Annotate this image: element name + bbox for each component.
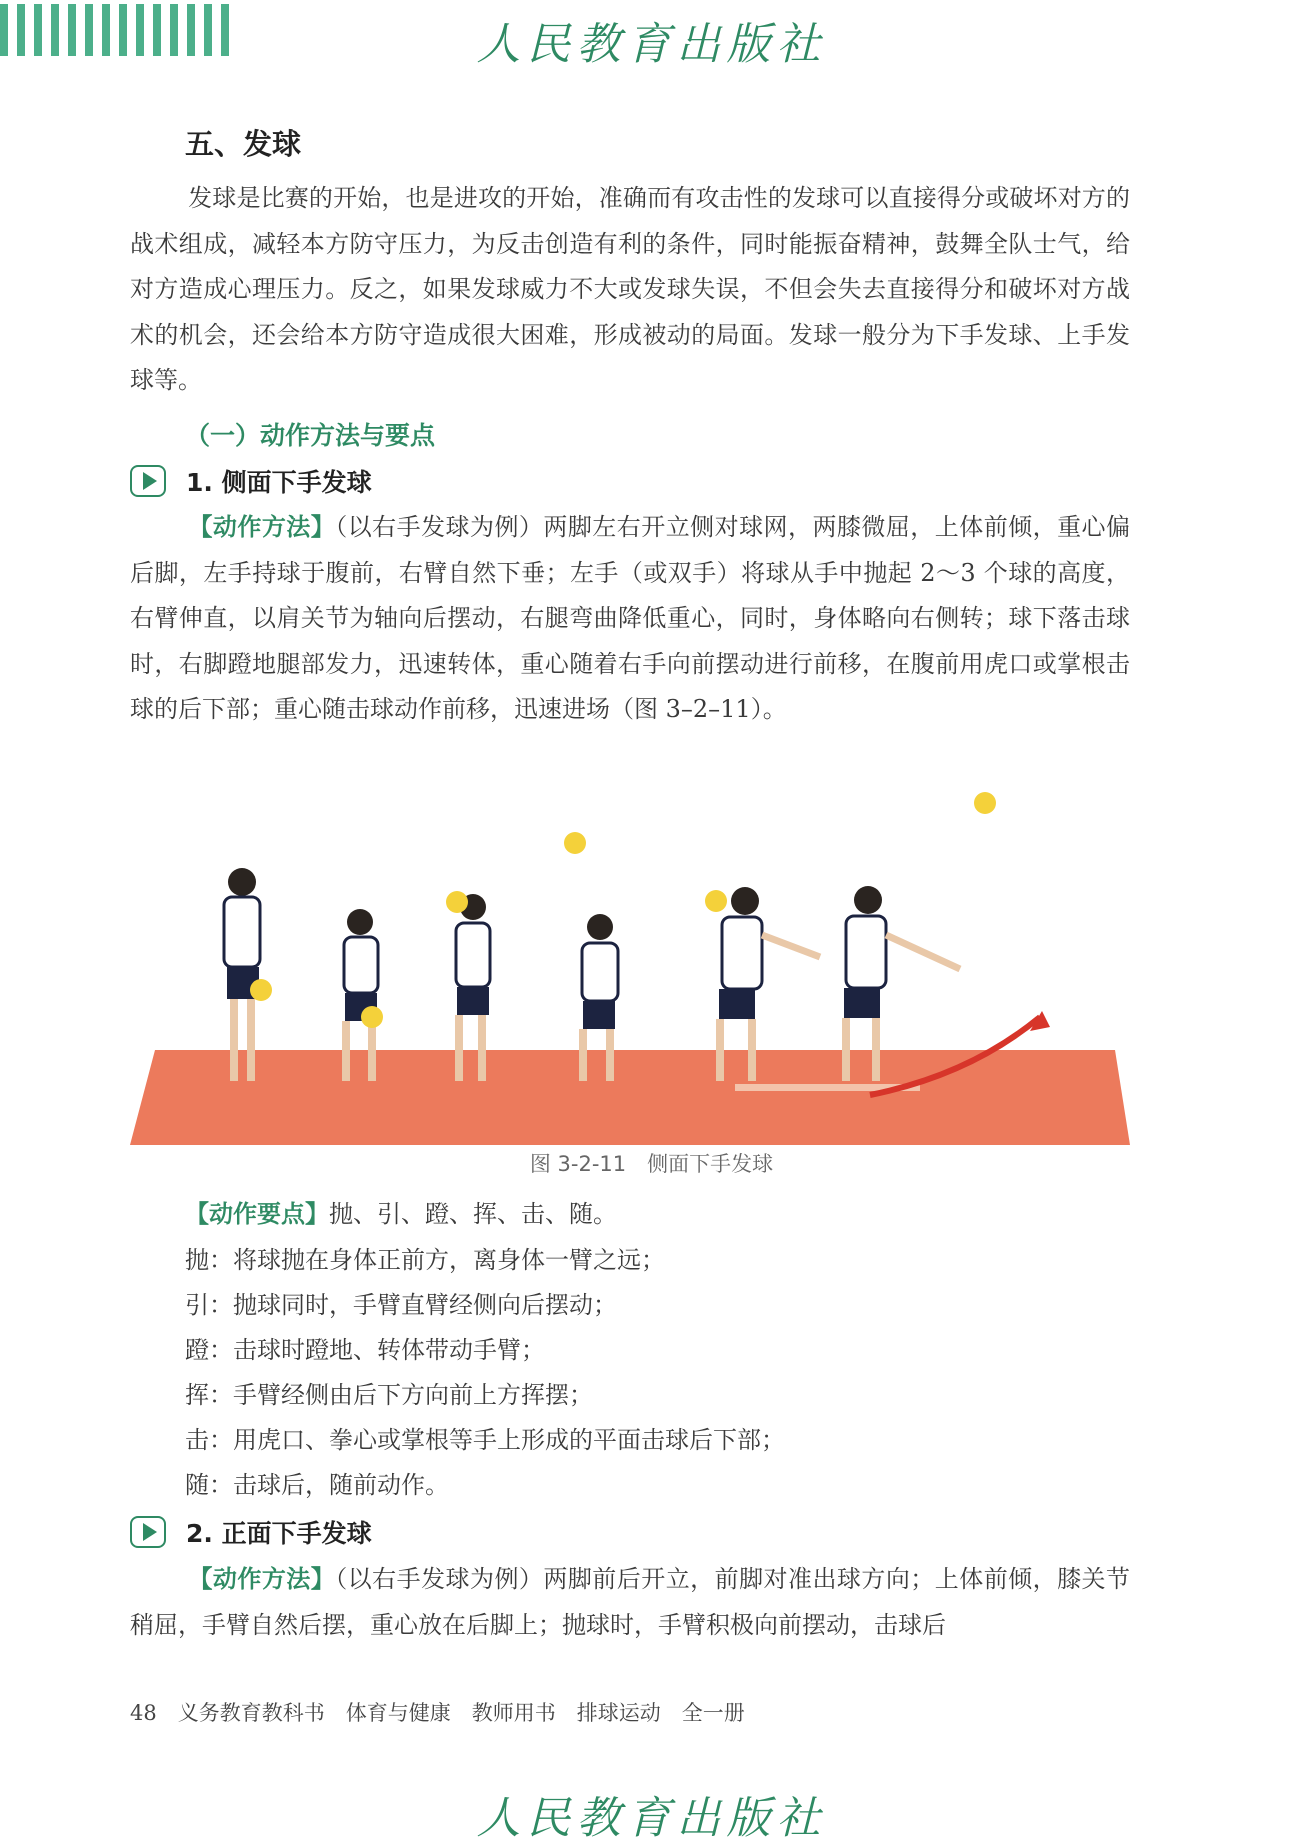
keypoint-line: 抛：将球抛在身体正前方，离身体一臂之远； xyxy=(185,1246,665,1274)
item2-method-text: （以右手发球为例）两脚前后开立，前脚对准出球方向；上体前倾，膝关节稍屈，手臂自然后摆，重心放在后脚上；抛球时，手臂积极向前摆动，击球后 xyxy=(130,1565,1131,1639)
player-frame-1 xyxy=(224,868,272,1081)
figure-caption: 图 3-2-11 侧面下手发球 xyxy=(529,1152,774,1176)
play-icon[interactable] xyxy=(130,465,166,497)
keypoint-line: 击：用虎口、拳心或掌根等手上形成的平面击球后下部； xyxy=(185,1426,785,1454)
intro-paragraph xyxy=(130,176,1130,404)
keypoints-summary: 抛、引、蹬、挥、击、随。 xyxy=(329,1200,617,1228)
item1-heading xyxy=(130,463,372,499)
publisher-logo-bottom: 人民教育出版社 xyxy=(476,1793,827,1844)
play-icon[interactable] xyxy=(130,1516,166,1548)
item1-method-text: （以右手发球为例）两脚左右开立侧对球网，两膝微屈，上体前倾，重心偏后脚，左手持球于腹前，右臂自然下垂；左手（或双手）将球从手中抛起 2～3 个球的高度，右臂伸直，以肩关节为轴向后摆动，右腿弯曲降低重心，同时，身体略向右侧转；球下落击球时，右脚蹬地腿部发力，迅速转体，重心随着右手向前摆动进行前移，在腹前用虎口或掌根击球的后下部；重心随击球动作前移，迅速进场（图 3–2–11）。 xyxy=(130,513,1131,723)
item2-title: 2. 正面下手发球 xyxy=(186,1519,372,1548)
intro-text: 发球是比赛的开始，也是进攻的开始，准确而有攻击性的发球可以直接得分或破坏对方的战术组成，减轻本方防守压力，为反击创造有利的条件，同时能振奋精神，鼓舞全队士气，给对方造成心理压力。反之，如果发球威力不大或发球失误，不但会失去直接得分和破坏对方战术的机会，还会给本方防守造成很大困难，形成被动的局面。发球一般分为下手发球、上手发球等。 xyxy=(130,184,1130,394)
subsection-title: （一）动作方法与要点 xyxy=(185,421,436,450)
keypoint-line: 蹬：击球时蹬地、转体带动手臂； xyxy=(185,1336,545,1364)
keypoint-line: 引：抛球同时，手臂直臂经侧向后摆动； xyxy=(185,1291,617,1319)
player-frame-4 xyxy=(564,832,618,1081)
keypoint-line: 随：击球后，随前动作。 xyxy=(185,1471,449,1499)
method-tag: 【动作方法】 xyxy=(188,513,336,541)
court-floor xyxy=(130,1050,1130,1145)
serve-figure xyxy=(130,745,1130,1145)
item1-method-paragraph xyxy=(130,505,1130,733)
keypoint-line: 挥：手臂经侧由后下方向前上方挥摆； xyxy=(185,1381,593,1409)
publisher-logo-top: 人民教育出版社 xyxy=(476,19,827,70)
method-tag: 【动作方法】 xyxy=(188,1565,336,1593)
keypoints-tag: 【动作要点】 xyxy=(185,1200,329,1228)
keypoints-heading xyxy=(185,1194,617,1229)
page-footer: 48 义务教育教科书 体育与健康 教师用书 排球运动 全一册 xyxy=(130,1701,745,1725)
item2-method-paragraph xyxy=(130,1557,1130,1648)
player-frame-6 xyxy=(842,792,996,1081)
player-frames xyxy=(224,792,996,1081)
section-title: 五、发球 xyxy=(185,127,302,161)
item1-title: 1. 侧面下手发球 xyxy=(186,468,372,497)
item2-heading xyxy=(130,1514,372,1550)
